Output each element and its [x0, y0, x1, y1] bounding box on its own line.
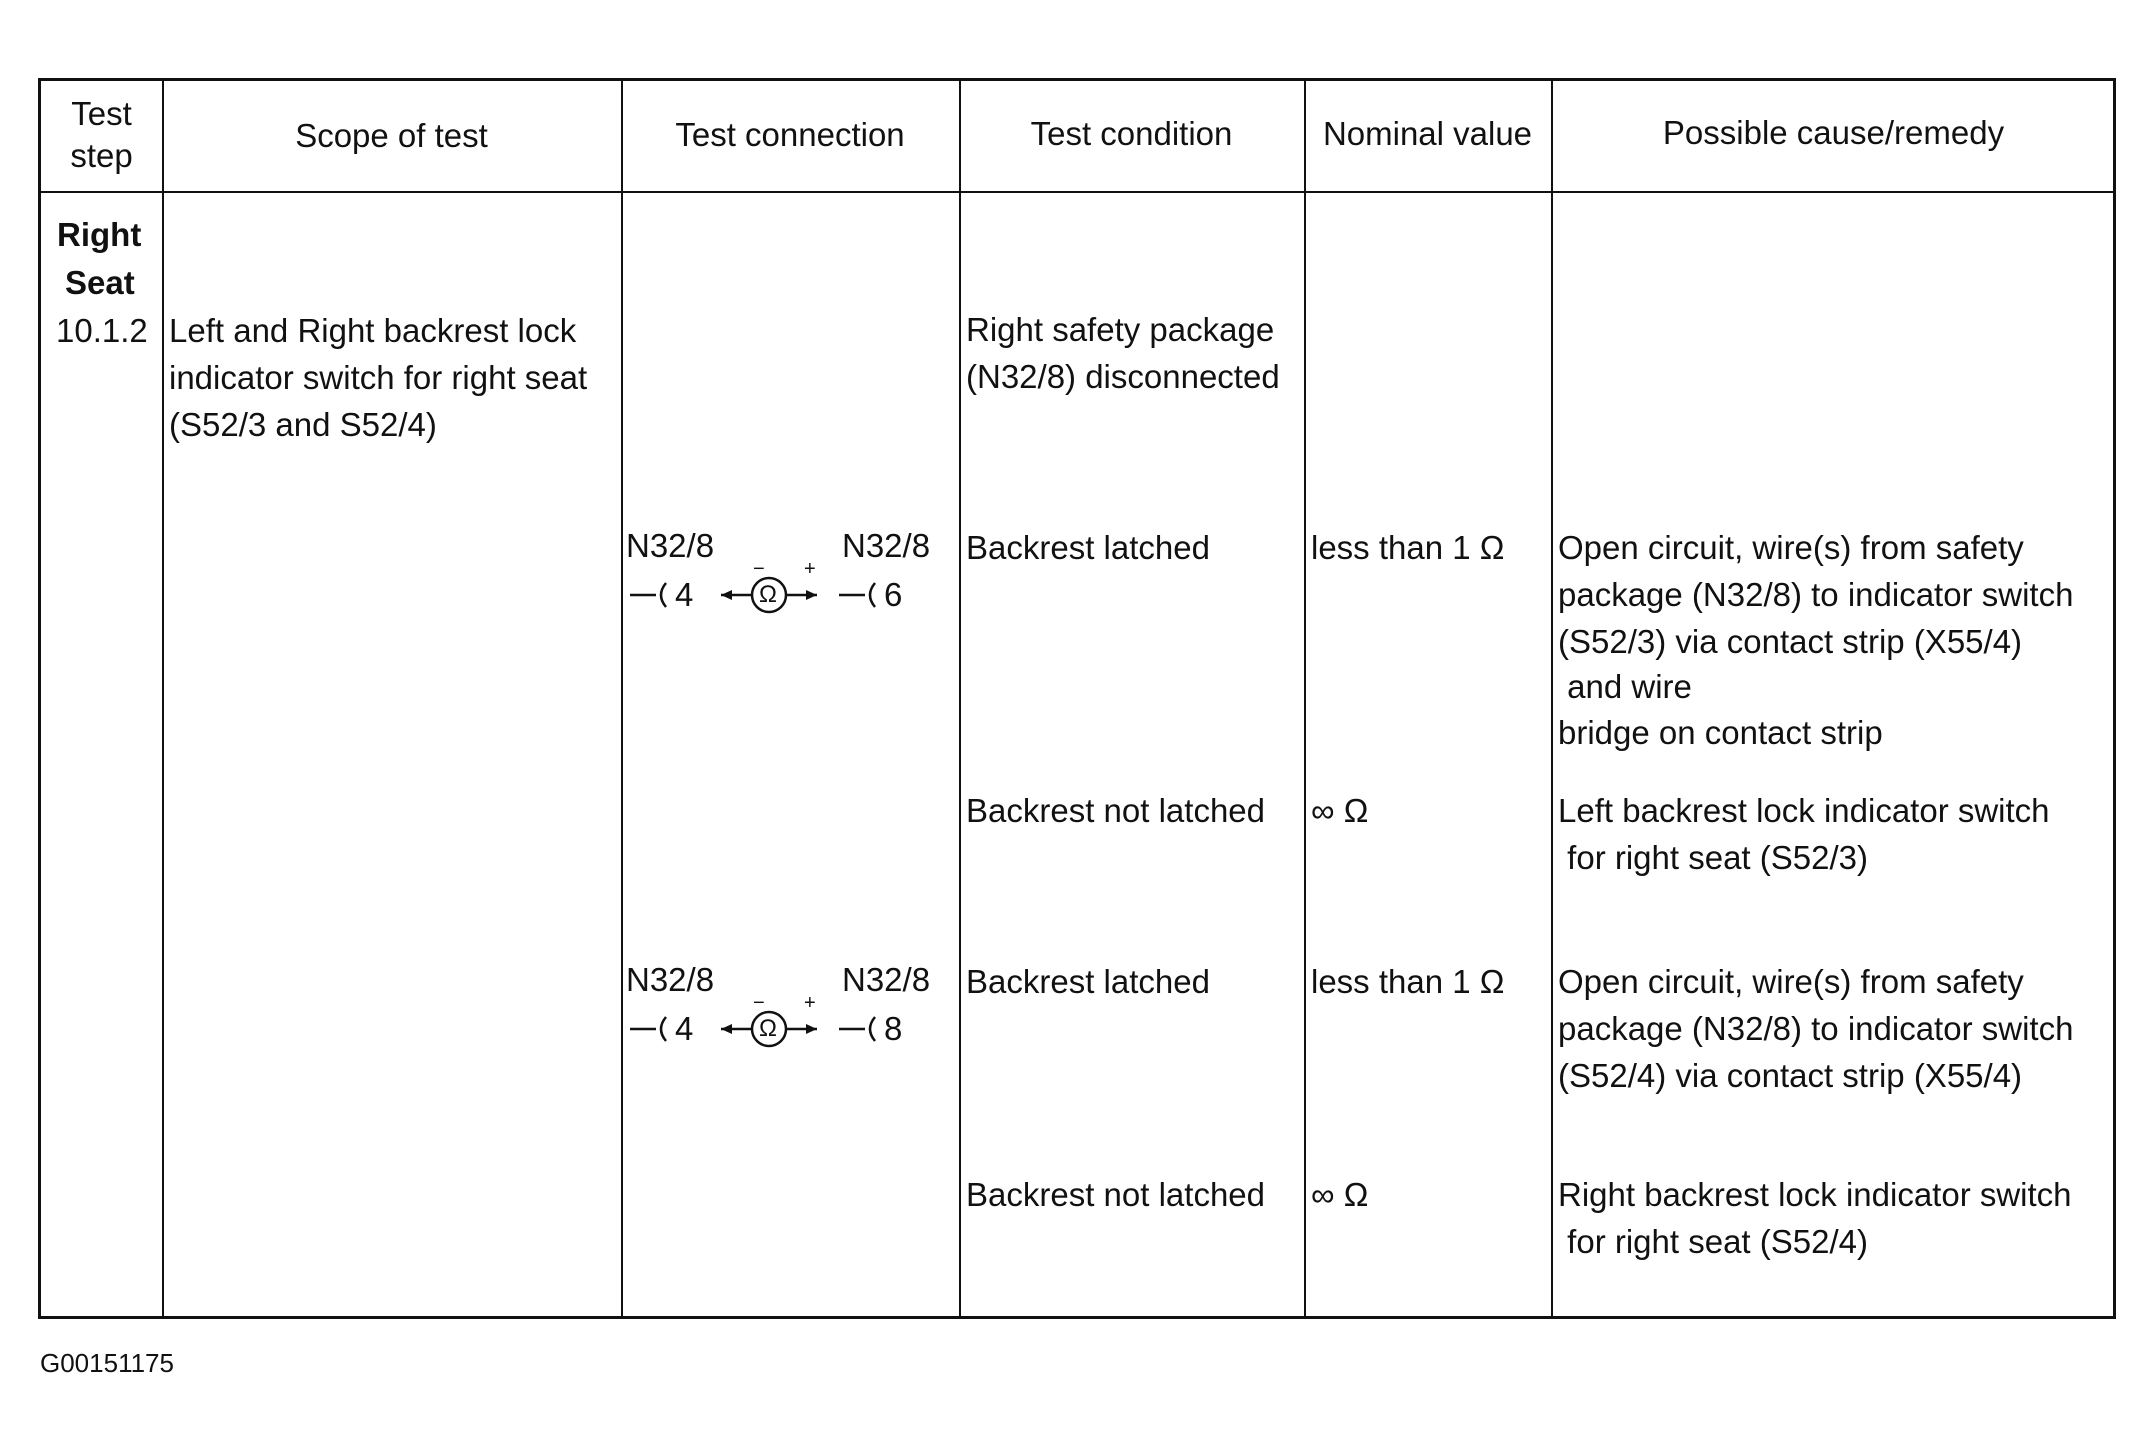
- test1-cause-latched-line-3: (S52/3) via contact strip (X55/4): [1558, 623, 2023, 660]
- test1-left-connector-label: N32/8: [626, 527, 715, 564]
- column-divider: [1304, 81, 1306, 1316]
- test2-cause-not-latched-line-1: Right backrest lock indicator switch: [1558, 1176, 2072, 1213]
- figure-id: G00151175: [40, 1348, 174, 1378]
- test1-cause-latched-line-5: bridge on contact strip: [1558, 714, 1883, 751]
- header-cause: Possible cause/remedy: [1662, 114, 2005, 151]
- test1-right-pin: 6: [884, 576, 903, 613]
- header-connection: Test connection: [675, 116, 905, 153]
- test2-meter-minus: −: [753, 992, 765, 1014]
- test2-cause-latched-line-2: package (N32/8) to indicator switch: [1558, 1010, 2074, 1047]
- header-condition: Test condition: [1030, 115, 1233, 152]
- column-divider: [621, 81, 623, 1316]
- test2-cause-latched-line-3: (S52/4) via contact strip (X55/4): [1558, 1057, 2023, 1094]
- test1-meter-minus: −: [753, 558, 765, 580]
- test-table: [38, 78, 2116, 1319]
- test2-nominal-latched: less than 1 Ω: [1311, 963, 1505, 1000]
- header-divider: [41, 191, 2113, 193]
- test1-left-pin: 4: [675, 576, 694, 613]
- test2-meter-plus: +: [804, 992, 816, 1014]
- test1-cause-latched-line-1: Open circuit, wire(s) from safety: [1558, 529, 2024, 566]
- column-divider: [959, 81, 961, 1316]
- test2-left-pin: 4: [675, 1010, 694, 1047]
- column-divider: [1551, 81, 1553, 1316]
- test2-condition-not-latched: Backrest not latched: [966, 1176, 1265, 1213]
- test1-meter-plus: +: [804, 558, 816, 580]
- test1-meter-symbol: Ω: [759, 581, 777, 608]
- scope-line-2: indicator switch for right seat: [169, 359, 588, 396]
- initial-condition-line-1: Right safety package: [966, 311, 1275, 348]
- step-number: 10.1.2: [56, 312, 148, 349]
- test2-left-connector-label: N32/8: [626, 961, 715, 998]
- test1-condition-latched: Backrest latched: [966, 529, 1210, 566]
- initial-condition-line-2: (N32/8) disconnected: [966, 358, 1280, 395]
- test1-cause-not-latched-line-1: Left backrest lock indicator switch: [1558, 792, 2050, 829]
- test2-nominal-not-latched: ∞ Ω: [1311, 1176, 1369, 1213]
- test2-right-pin: 8: [884, 1010, 903, 1047]
- column-divider: [162, 81, 164, 1316]
- test1-condition-not-latched: Backrest not latched: [966, 792, 1265, 829]
- test1-cause-not-latched-line-2: for right seat (S52/3): [1558, 839, 1868, 876]
- test1-right-connector-label: N32/8: [842, 527, 931, 564]
- test1-nominal-not-latched: ∞ Ω: [1311, 792, 1369, 829]
- scope-line-1: Left and Right backrest lock: [169, 312, 577, 349]
- test2-condition-latched: Backrest latched: [966, 963, 1210, 1000]
- header-test-step-line2: step: [70, 137, 133, 174]
- header-nominal: Nominal value: [1322, 115, 1533, 152]
- test2-cause-latched-line-1: Open circuit, wire(s) from safety: [1558, 963, 2024, 1000]
- scope-line-3: (S52/3 and S52/4): [169, 406, 437, 443]
- section-label-right: Right: [57, 216, 142, 253]
- test2-meter-symbol: Ω: [759, 1015, 777, 1042]
- test1-cause-latched-line-2: package (N32/8) to indicator switch: [1558, 576, 2074, 613]
- section-label-seat: Seat: [65, 264, 135, 301]
- header-test-step: [41, 93, 162, 177]
- test1-cause-latched-line-4: and wire: [1558, 668, 1692, 705]
- test1-nominal-latched: less than 1 Ω: [1311, 529, 1505, 566]
- header-scope: Scope of test: [295, 117, 488, 154]
- test2-right-connector-label: N32/8: [842, 961, 931, 998]
- header-test-step-line1: Test: [71, 95, 132, 132]
- test2-cause-not-latched-line-2: for right seat (S52/4): [1558, 1223, 1868, 1260]
